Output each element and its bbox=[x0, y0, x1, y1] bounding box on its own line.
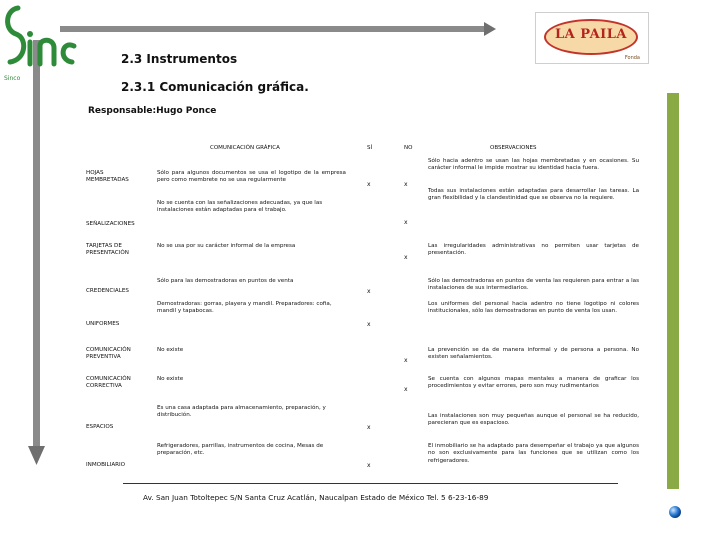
row-observation: Todas sus instalaciones están adaptadas para desarrollar las tareas. La gran flexibilidad y la clandestinidad que se observa no la requiere. bbox=[428, 188, 639, 202]
header-arrow-bar bbox=[60, 22, 496, 36]
yes-mark: x bbox=[367, 181, 371, 188]
row-description: No se usa por su carácter informal de la empresa bbox=[157, 243, 296, 249]
row-observation: Los uniformes del personal hacia adentro no tiene logotipo ni colores institucionales, sólo las demostradoras en punto de venta los usan. bbox=[428, 301, 639, 315]
row-description: Es una casa adaptada para almacenamiento, preparación, y distribución. bbox=[157, 405, 326, 419]
logo-text: Sinco bbox=[4, 75, 21, 82]
row-observation: La prevención se da de manera informal y de persona a persona. No existen señalamientos. bbox=[428, 347, 639, 361]
no-mark: x bbox=[404, 181, 408, 188]
row-observation: Se cuenta con algunos mapas mentales a manera de graficar los procedimientos y evitar errores, pero son muy rudimentarios bbox=[428, 376, 639, 390]
row-observation: Las irregularidades administrativas no permiten usar tarjetas de presentación. bbox=[428, 243, 639, 257]
blue-sphere-icon bbox=[668, 505, 682, 519]
header-observations: OBSERVACIONES bbox=[490, 145, 537, 151]
sinco-logo bbox=[0, 0, 90, 470]
header-yes: SÍ bbox=[367, 145, 373, 151]
header-no: NO bbox=[404, 145, 413, 151]
row-item: UNIFORMES bbox=[86, 321, 120, 327]
row-description: Refrigeradores, parrillas, instrumentos de cocina, Mesas de preparación, etc. bbox=[157, 443, 324, 457]
row-item: SEÑALIZACIONES bbox=[86, 221, 135, 227]
row-observation: Sólo las demostradoras en puntos de venta las requieren para entrar a las instalaciones de sus intermediarios. bbox=[428, 278, 639, 292]
no-mark: x bbox=[404, 219, 408, 226]
no-mark: x bbox=[404, 357, 408, 364]
header-subject: COMUNICACIÓN GRÁFICA bbox=[210, 145, 280, 151]
row-observation: Sólo hacia adentro se usan las hojas membretadas y en ocasiones. Su carácter informal le impide mostrar su identidad hacia fuera. bbox=[428, 158, 639, 172]
row-description: No existe bbox=[157, 376, 184, 382]
row-item: TARJETAS DE PRESENTACIÓN bbox=[86, 243, 129, 257]
row-description: Sólo para algunos documentos se usa el logotipo de la empresa pero como membrete no se usa regularmente bbox=[157, 170, 346, 184]
section-title: 2.3 Instrumentos bbox=[121, 52, 238, 66]
no-mark: x bbox=[404, 254, 408, 261]
row-item: INMOBILIARIO bbox=[86, 462, 126, 468]
brand-name: LA PAILA bbox=[555, 27, 627, 42]
footer-divider bbox=[123, 483, 618, 484]
responsible-label: Responsable:Hugo Ponce bbox=[88, 106, 217, 116]
row-item: CREDENCIALES bbox=[86, 288, 129, 294]
footer-address: Av. San Juan Totoltepec S/N Santa Cruz Acatlán, Naucalpan Estado de México Tel. 5 6-23-16-89 bbox=[143, 493, 489, 502]
brand-badge bbox=[544, 19, 638, 55]
row-description: Demostradoras: gorras, playera y mandil. Preparadores: cofia, mandil y tapabocas. bbox=[157, 301, 332, 315]
no-mark: x bbox=[404, 386, 408, 393]
decorative-side-bar bbox=[667, 93, 679, 489]
row-item: ESPACIOS bbox=[86, 424, 114, 430]
yes-mark: x bbox=[367, 462, 371, 469]
yes-mark: x bbox=[367, 321, 371, 328]
row-description: Sólo para las demostradoras en puntos de venta bbox=[157, 278, 294, 284]
row-observation: Las instalaciones son muy pequeñas aunque el personal se ha reducido, parecieran que es espacioso. bbox=[428, 413, 639, 427]
row-item: HOJAS MEMBRETADAS bbox=[86, 170, 129, 184]
row-item: COMUNICACIÓN CORRECTIVA bbox=[86, 376, 131, 390]
yes-mark: x bbox=[367, 288, 371, 295]
subsection-title: 2.3.1 Comunicación gráfica. bbox=[121, 80, 309, 94]
yes-mark: x bbox=[367, 424, 371, 431]
row-item: COMUNICACIÓN PREVENTIVA bbox=[86, 347, 131, 361]
brand-subtitle: Fonda bbox=[624, 55, 640, 61]
row-description: No se cuenta con las señalizaciones adecuadas, ya que las instalaciones están adaptadas para el trabajo. bbox=[157, 200, 323, 214]
la-paila-logo bbox=[535, 12, 649, 64]
row-description: No existe bbox=[157, 347, 184, 353]
row-observation: El inmobiliario se ha adaptado para desempeñar el trabajo ya que algunos no son exclusivamente para las funciones que se utilizan como los refrigeradores. bbox=[428, 443, 639, 464]
